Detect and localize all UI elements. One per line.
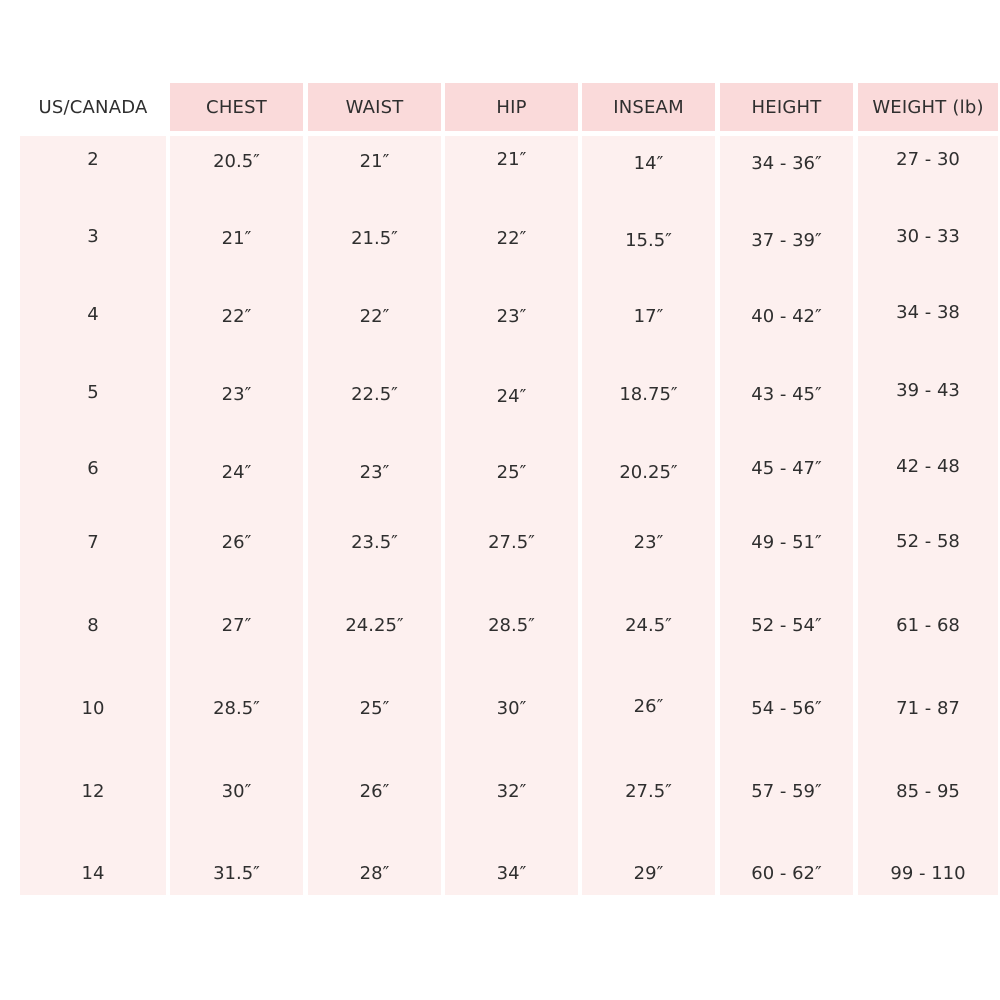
table-cell: 23″ [496,305,527,327]
table-cell: 15.5″ [625,229,672,251]
column-weight [858,83,998,895]
size-label-cell: 10 [81,697,105,719]
table-cell: 22″ [221,305,252,327]
table-cell: 24″ [221,461,252,483]
column-waist [308,83,441,895]
column-header-waist: WAIST [308,83,441,131]
size-label-cell: 14 [81,862,105,884]
table-cell: 26″ [633,695,664,717]
table-cell: 42 - 48 [896,455,960,477]
size-label-cell: 8 [87,614,99,636]
table-cell: 31.5″ [213,862,260,884]
table-cell: 60 - 62″ [751,862,822,884]
table-cell: 21″ [221,227,252,249]
column-header-inseam: INSEAM [582,83,715,131]
table-cell: 85 - 95 [896,780,960,802]
table-cell: 30″ [496,697,527,719]
table-cell: 34 - 38 [896,301,960,323]
column-hip [445,83,578,895]
table-cell: 45 - 47″ [751,457,822,479]
table-cell: 24.25″ [345,614,404,636]
table-cell: 39 - 43 [896,379,960,401]
table-cell: 21″ [496,148,527,170]
size-label-cell: 2 [87,148,99,170]
table-cell: 40 - 42″ [751,305,822,327]
table-cell: 20.5″ [213,150,260,172]
table-cell: 27.5″ [488,531,535,553]
size-label-cell: 6 [87,457,99,479]
table-cell: 28″ [359,862,390,884]
table-cell: 57 - 59″ [751,780,822,802]
table-cell: 21.5″ [351,227,398,249]
table-cell: 32″ [496,780,527,802]
table-cell: 23″ [221,383,252,405]
table-cell: 26″ [359,780,390,802]
table-cell: 27.5″ [625,780,672,802]
table-cell: 22″ [496,227,527,249]
table-cell: 21″ [359,150,390,172]
table-cell: 37 - 39″ [751,229,822,251]
column-inseam [582,83,715,895]
table-cell: 23″ [633,531,664,553]
table-cell: 28.5″ [213,697,260,719]
table-cell: 14″ [633,152,664,174]
table-cell: 30 - 33 [896,225,960,247]
column-header-chest: CHEST [170,83,303,131]
size-label-cell: 4 [87,303,99,325]
column-header-weight: WEIGHT (lb) [858,83,998,131]
table-cell: 52 - 54″ [751,614,822,636]
size-chart-table [20,83,998,895]
size-label-cell: 5 [87,381,99,403]
table-cell: 18.75″ [619,383,678,405]
table-cell: 23.5″ [351,531,398,553]
column-header-height: HEIGHT [720,83,853,131]
column-header-hip: HIP [445,83,578,131]
table-cell: 30″ [221,780,252,802]
table-cell: 25″ [359,697,390,719]
table-cell: 25″ [496,461,527,483]
table-cell: 22″ [359,305,390,327]
table-cell: 20.25″ [619,461,678,483]
table-cell: 34 - 36″ [751,152,822,174]
table-cell: 54 - 56″ [751,697,822,719]
column-height [720,83,853,895]
table-cell: 43 - 45″ [751,383,822,405]
table-cell: 34″ [496,862,527,884]
size-label-cell: 12 [81,780,105,802]
table-cell: 24″ [496,385,527,407]
table-cell: 24.5″ [625,614,672,636]
column-us-canada [20,83,166,895]
table-cell: 49 - 51″ [751,531,822,553]
table-cell: 99 - 110 [890,862,966,884]
size-label-cell: 3 [87,225,99,247]
table-cell: 61 - 68 [896,614,960,636]
table-cell: 28.5″ [488,614,535,636]
size-label-cell: 7 [87,531,99,553]
table-cell: 23″ [359,461,390,483]
table-cell: 27″ [221,614,252,636]
table-cell: 22.5″ [351,383,398,405]
table-cell: 26″ [221,531,252,553]
table-cell: 52 - 58 [896,530,960,552]
table-cell: 29″ [633,862,664,884]
table-cell: 71 - 87 [896,697,960,719]
table-cell: 27 - 30 [896,148,960,170]
table-cell: 17″ [633,305,664,327]
column-chest [170,83,303,895]
column-header-us-canada: US/CANADA [38,96,148,118]
